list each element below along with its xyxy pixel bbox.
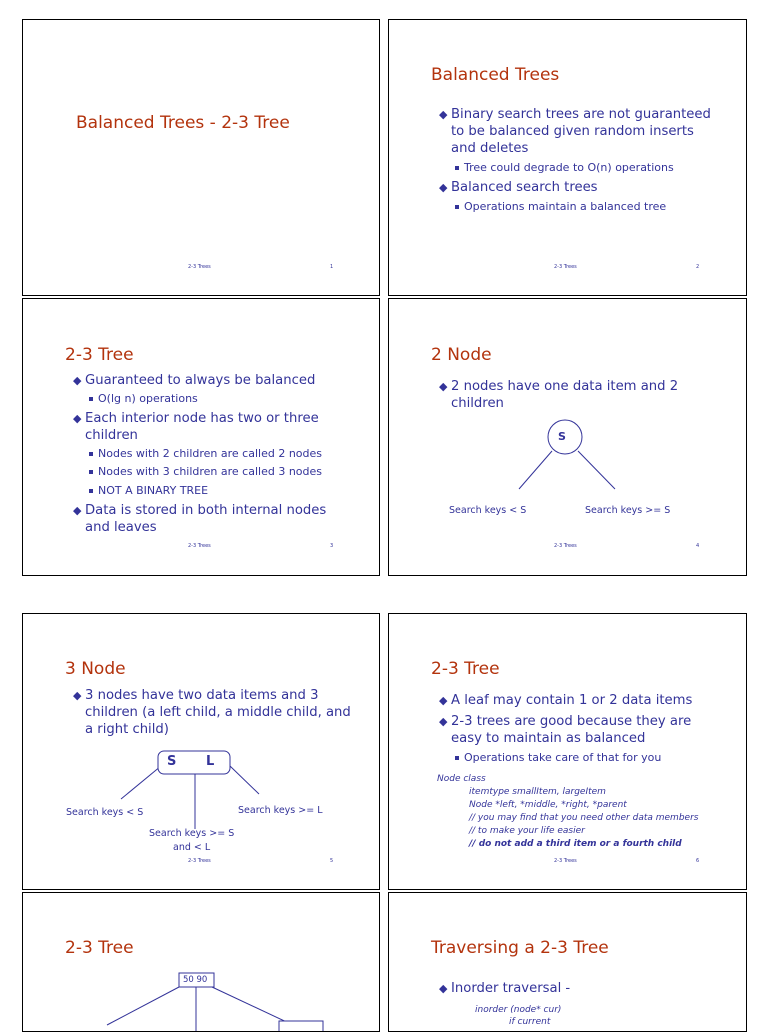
left-subtree-label: Search keys < S [449,505,527,516]
bullet-level-1 [73,410,355,444]
slide-title: 2-3 Tree [65,345,134,365]
slide-number: 1 [330,264,334,270]
diamond-bullet-icon: ◆ [439,380,448,393]
bullet-text: Guaranteed to always be balanced [85,373,316,388]
bullet-text: Tree could degrade to O(n) operations [464,161,674,174]
bullet-level-1 [439,713,701,747]
bullet-text: Operations maintain a balanced tree [464,200,667,213]
bullet-text: Nodes with 3 children are called 3 nodes [98,465,323,478]
middle-subtree-label-line-2: and < L [173,842,211,853]
slide-7 [22,892,380,1032]
slide-6 [388,613,747,890]
slide-4 [388,298,747,576]
slide-3 [22,298,380,576]
bullet-text: Binary search trees are not guaranteed to be balanced given random inserts and deletes [451,107,711,156]
slide-8 [388,892,747,1032]
slide-number: 6 [696,858,700,864]
square-bullet-icon [89,470,93,474]
tree-diagram [23,893,380,1032]
node-right-key: L [206,754,215,769]
diamond-bullet-icon: ◆ [73,689,82,702]
diamond-bullet-icon: ◆ [73,374,82,387]
bullet-text: Inorder traversal - [451,981,571,996]
left-child-edge [107,987,179,1025]
bullet-text: A leaf may contain 1 or 2 data items [451,693,693,708]
slide-title: 2-3 Tree [65,938,134,958]
diamond-bullet-icon: ◆ [439,982,448,995]
diamond-bullet-icon: ◆ [439,108,448,121]
code-line: inorder (node* cur) [475,1005,562,1015]
bullet-text: Data is stored in both internal nodes and leaves [85,503,327,535]
node-key-label: S [558,430,566,443]
slide-title: Traversing a 2-3 Tree [431,938,609,958]
right-child-node-box [279,1021,323,1032]
slide-footer-label: 2-3 Trees [554,543,577,549]
bullet-level-2 [455,199,666,214]
left-child-edge [519,451,552,489]
right-child-edge [212,987,293,1025]
slide-number: 2 [696,264,700,270]
slide-title: Balanced Trees [431,65,560,85]
square-bullet-icon [455,166,459,170]
square-bullet-icon [89,452,93,456]
slide-number: 4 [696,543,700,549]
slide-footer-label: 2-3 Trees [554,264,577,270]
bullet-text: 2-3 trees are good because they are easy to maintain as balanced [451,714,692,746]
bullet-level-1 [439,179,721,196]
slide-2 [388,19,747,296]
slide-5 [22,613,380,890]
square-bullet-icon [455,205,459,209]
code-line-emphasis: // do not add a third item or a fourth child [469,839,682,849]
code-line: Node *left, *middle, *right, *parent [469,800,627,810]
code-line: itemtype smallItem, largeItem [469,787,606,797]
slide-title: Balanced Trees - 2-3 Tree [76,113,290,133]
slide-footer-label: 2-3 Trees [188,543,211,549]
code-line: Node class [437,774,486,784]
slide-title: 3 Node [65,659,126,679]
left-subtree-label: Search keys < S [66,807,144,818]
middle-subtree-label-line-1: Search keys >= S [149,828,235,839]
bullet-text: O(lg n) operations [98,392,198,405]
diamond-bullet-icon: ◆ [439,181,448,194]
root-node-keys: 50 90 [183,975,208,985]
right-child-edge [230,766,259,794]
bullet-text: Balanced search trees [451,180,598,195]
square-bullet-icon [455,756,459,760]
code-line: // to make your life easier [469,826,585,836]
right-child-edge [578,451,615,489]
diamond-bullet-icon: ◆ [73,504,82,517]
bullet-text: Operations take care of that for you [464,751,662,764]
bullet-level-2 [89,483,208,498]
slide-1 [22,19,380,296]
diamond-bullet-icon: ◆ [73,412,82,425]
slide-footer-label: 2-3 Trees [188,264,211,270]
slide-footer-label: 2-3 Trees [188,858,211,864]
slide-title: 2 Node [431,345,492,365]
square-bullet-icon [89,397,93,401]
two-node-diagram [389,299,747,576]
slide-footer-label: 2-3 Trees [554,858,577,864]
bullet-level-2 [89,464,322,479]
square-bullet-icon [89,489,93,493]
left-child-edge [121,766,161,799]
bullet-text: 3 nodes have two data items and 3 children (a left child, a middle child, and a right child) [85,688,351,737]
bullet-level-2 [89,446,322,461]
bullet-level-1 [439,692,721,709]
right-subtree-label: Search keys >= L [238,805,323,816]
slide-number: 5 [330,858,334,864]
bullet-text: Nodes with 2 children are called 2 nodes [98,447,323,460]
code-line: // you may find that you need other data members [469,813,699,823]
slide-number: 3 [330,543,334,549]
bullet-level-1 [73,502,355,536]
right-subtree-label: Search keys >= S [585,505,671,516]
bullet-text: NOT A BINARY TREE [98,484,209,497]
code-line: if current [509,1017,551,1027]
bullet-level-1 [73,372,355,389]
bullet-text: 2 nodes have one data item and 2 children [451,379,679,411]
bullet-text: Each interior node has two or three children [85,411,319,443]
bullet-level-1 [439,106,721,157]
bullet-level-2 [455,750,661,765]
diamond-bullet-icon: ◆ [439,715,448,728]
bullet-level-2 [455,160,674,175]
diamond-bullet-icon: ◆ [439,694,448,707]
bullet-level-2 [89,391,198,406]
bullet-level-1 [439,980,711,997]
slide-title: 2-3 Tree [431,659,500,679]
node-left-key: S [167,754,177,769]
